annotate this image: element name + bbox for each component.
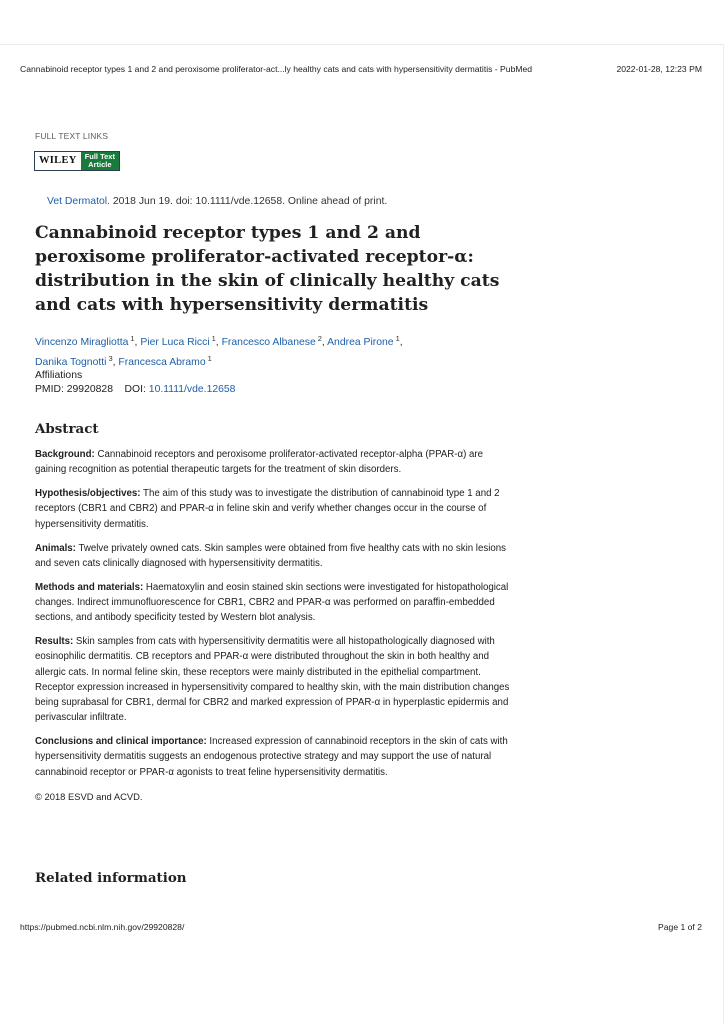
section-text: Increased expression of cannabinoid receptors in the skin of cats with hypersensitivity dermatitis suggests an endogenous protective strategy and may support the use of natural cannabinoid receptor or PPAR-α agonists to treat feline hypersensitivity dermatitis. xyxy=(35,736,508,778)
full-text-article-label xyxy=(81,152,119,170)
full-text-links-label: FULL TEXT LINKS xyxy=(35,131,109,141)
author-link[interactable]: Vincenzo Miragliotta xyxy=(35,337,129,348)
print-header-title: Cannabinoid receptor types 1 and 2 and peroxisome proliferator-act...ly healthy cats and cats with hypersensitivity dermatitis - PubMed xyxy=(20,64,533,74)
article-title: Cannabinoid receptor types 1 and 2 and peroxisome proliferator-activated receptor-α: distribution in the skin of clinically healthy cats and cats with hypersensitivity dermatitis xyxy=(35,223,500,315)
section-label: Hypothesis/objectives: xyxy=(35,488,141,500)
journal-link[interactable]: Vet Dermatol. xyxy=(47,196,110,207)
abstract-animals xyxy=(35,541,515,571)
badge-line-1: Full Text xyxy=(84,152,115,161)
copyright: © 2018 ESVD and ACVD. xyxy=(35,790,143,802)
related-information-heading: Related information xyxy=(35,870,187,886)
wiley-logo: WILEY xyxy=(35,152,81,170)
page-top-edge xyxy=(0,44,724,45)
citation xyxy=(47,196,387,207)
print-footer-page: Page 1 of 2 xyxy=(658,922,702,932)
author-separator: , xyxy=(399,337,403,348)
abstract-heading: Abstract xyxy=(35,421,99,437)
author-affiliation-number: 1 xyxy=(207,354,212,363)
wiley-full-text-link[interactable] xyxy=(34,151,120,171)
section-label: Methods and materials: xyxy=(35,581,144,593)
doi-link[interactable]: 10.1111/vde.12658 xyxy=(148,384,236,395)
pmid: PMID: 29920828 xyxy=(35,384,113,395)
author-separator: , xyxy=(321,337,325,348)
affiliations-toggle[interactable]: Affiliations xyxy=(35,370,83,381)
author-affiliation-number: 1 xyxy=(130,334,135,343)
abstract-hypothesis xyxy=(35,486,515,532)
abstract-conclusions xyxy=(35,734,515,780)
author-link[interactable]: Francesco Albanese xyxy=(221,337,316,348)
print-footer-url: https://pubmed.ncbi.nlm.nih.gov/29920828/ xyxy=(20,922,185,932)
section-label: Background: xyxy=(35,449,95,460)
print-header-datetime: 2022-01-28, 12:23 PM xyxy=(616,64,702,74)
section-text: Haematoxylin and eosin stained skin sections were investigated for histopathological changes. Indirect immunofluorescence for CBR1, CBR2 and PPAR-α was performed on paraffin-embedded sections, and antibody specificity tested by Western blot analysis. xyxy=(35,581,509,624)
section-text: Skin samples from cats with hypersensitivity dermatitis were all histopathologically diagnosed with eosinophilic dermatitis. CB receptors and PPAR-α were distributed throughout the skin in both healthy and allergic cats. In normal feline skin, these receptors were mainly distributed in the epithelial compartment. Receptor expression increased in hypersensitivity compared to healthy skin, with the main distribution changes being suprabasal for CBR1, dermal for CBR2 and marked expression of PPAR-α in hyperplastic epidermis and perivascular infiltrate. xyxy=(35,636,510,724)
author-link[interactable]: Danika Tognotti xyxy=(35,357,107,368)
badge-line-2: Article xyxy=(88,160,112,169)
author-affiliation-number: 2 xyxy=(317,334,322,343)
section-label: Conclusions and clinical importance: xyxy=(35,736,207,748)
abstract-results xyxy=(35,634,515,725)
section-text: Twelve privately owned cats. Skin samples were obtained from five healthy cats with no skin lesions and seven cats clinically diagnosed with hypersensitivity dermatitis. xyxy=(35,542,506,569)
abstract-background xyxy=(35,447,515,477)
abstract-methods xyxy=(35,580,515,626)
author-link[interactable]: Francesca Abramo xyxy=(118,357,206,368)
author-link[interactable]: Andrea Pirone xyxy=(327,337,394,348)
section-text: Cannabinoid receptors and peroxisome proliferator-activated receptor-alpha (PPAR-α) are gaining recognition as potential therapeutic targets for the treatment of skin disorders. xyxy=(35,449,484,476)
section-text: The aim of this study was to investigate the distribution of cannabinoid type 1 and 2 receptors (CBR1 and CBR2) and PPAR-α in feline skin and verify whether changes occur in the course of hypersensitivity dermatitis. xyxy=(35,488,500,530)
print-header xyxy=(20,64,702,74)
author-separator: , xyxy=(112,357,116,368)
author-separator: , xyxy=(134,337,138,348)
section-label: Animals: xyxy=(35,542,76,554)
author-link[interactable]: Pier Luca Ricci xyxy=(140,337,210,348)
author-separator: , xyxy=(215,337,219,348)
doi-label: DOI: xyxy=(124,384,149,395)
author-affiliation-number: 3 xyxy=(108,354,113,363)
author-list xyxy=(35,331,515,371)
section-label: Results: xyxy=(35,636,74,648)
abstract-body xyxy=(35,447,515,813)
article-identifiers xyxy=(35,384,235,395)
author-affiliation-number: 1 xyxy=(211,334,216,343)
author-affiliation-number: 1 xyxy=(395,334,400,343)
print-footer xyxy=(20,922,702,932)
citation-details: 2018 Jun 19. doi: 10.1111/vde.12658. Online ahead of print. xyxy=(109,196,388,207)
